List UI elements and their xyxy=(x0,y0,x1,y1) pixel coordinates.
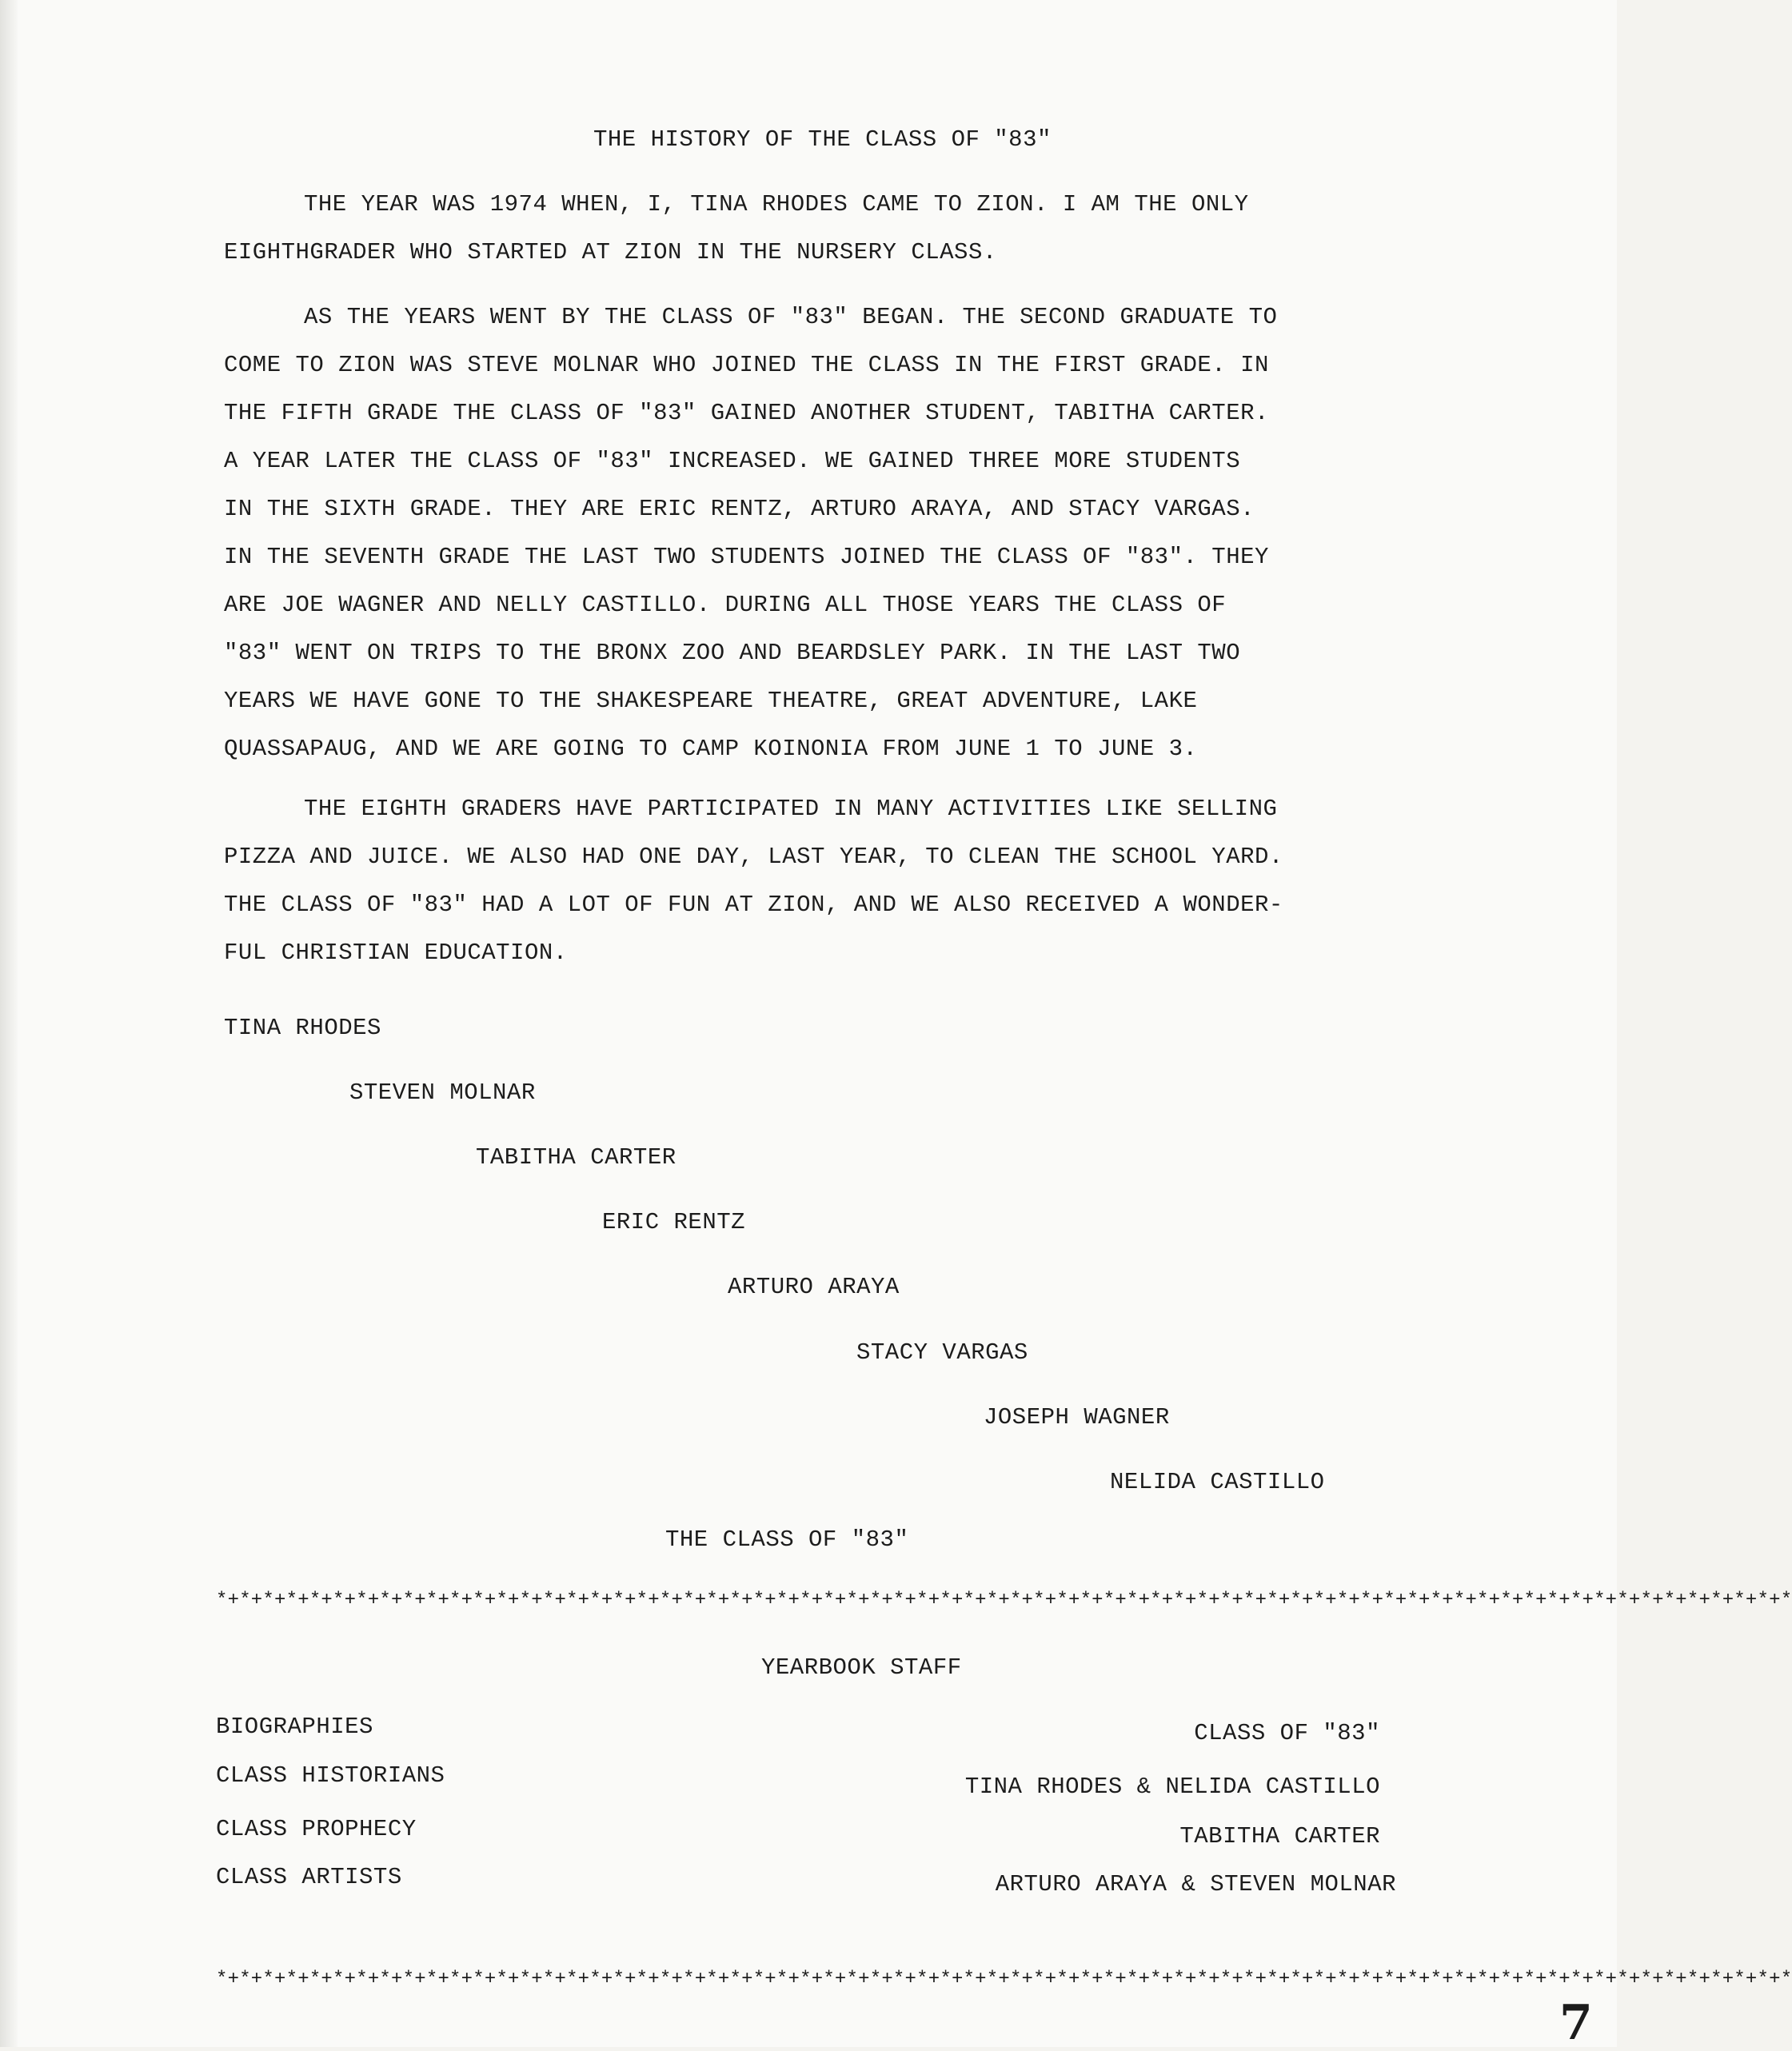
paragraph-line: THE FIFTH GRADE THE CLASS OF "83" GAINED ANOTHER STUDENT, TABITHA CARTER. xyxy=(224,400,1269,426)
paragraph-line: FUL CHRISTIAN EDUCATION. xyxy=(224,940,568,966)
paragraph-line: THE YEAR WAS 1974 WHEN, I, TINA RHODES CAME TO ZION. I AM THE ONLY xyxy=(304,191,1249,217)
paragraph-line: ARE JOE WAGNER AND NELLY CASTILLO. DURING ALL THOSE YEARS THE CLASS OF xyxy=(224,592,1227,618)
yearbook-staff-heading: YEARBOOK STAFF xyxy=(761,1654,962,1681)
staff-role: CLASS ARTISTS xyxy=(216,1864,402,1890)
class-signoff: THE CLASS OF "83" xyxy=(665,1526,909,1553)
staff-member: ARTURO ARAYA & STEVEN MOLNAR xyxy=(995,1871,1396,1897)
paragraph-line: AS THE YEARS WENT BY THE CLASS OF "83" BEGAN. THE SECOND GRADUATE TO xyxy=(304,304,1278,330)
signature-name: NELIDA CASTILLO xyxy=(1110,1469,1325,1495)
star-divider: *+*+*+*+*+*+*+*+*+*+*+*+*+*+*+*+*+*+*+*+*+*+*+*+*+*+*+*+*+*+*+*+*+*+*+*+*+*+*+*+*+*+*+*+*+*+*+*+*+*+*+*+*+*+*+*+*+*+*+*+*+*+*+*+*+*+*+* xyxy=(216,1590,1792,1611)
staff-role: CLASS HISTORIANS xyxy=(216,1762,445,1789)
paragraph-line: IN THE SIXTH GRADE. THEY ARE ERIC RENTZ, ARTURO ARAYA, AND STACY VARGAS. xyxy=(224,496,1255,522)
paragraph-line: PIZZA AND JUICE. WE ALSO HAD ONE DAY, LAST YEAR, TO CLEAN THE SCHOOL YARD. xyxy=(224,844,1283,870)
paragraph-line: "83" WENT ON TRIPS TO THE BRONX ZOO AND BEARDSLEY PARK. IN THE LAST TWO xyxy=(224,640,1241,666)
staff-role: BIOGRAPHIES xyxy=(216,1714,373,1740)
paragraph-3 xyxy=(224,785,1407,977)
signature-name: STACY VARGAS xyxy=(856,1339,1028,1366)
paragraph-line: THE CLASS OF "83" HAD A LOT OF FUN AT ZION, AND WE ALSO RECEIVED A WONDER- xyxy=(224,892,1283,918)
paragraph-line: QUASSAPAUG, AND WE ARE GOING TO CAMP KOINONIA FROM JUNE 1 TO JUNE 3. xyxy=(224,736,1198,762)
signature-name: TABITHA CARTER xyxy=(476,1144,676,1171)
paragraph-line: A YEAR LATER THE CLASS OF "83" INCREASED. WE GAINED THREE MORE STUDENTS xyxy=(224,448,1241,474)
paragraph-line: THE EIGHTH GRADERS HAVE PARTICIPATED IN MANY ACTIVITIES LIKE SELLING xyxy=(304,796,1278,822)
staff-role: CLASS PROPHECY xyxy=(216,1816,417,1842)
page-edge-shadow xyxy=(0,0,18,2047)
staff-member: TINA RHODES & NELIDA CASTILLO xyxy=(964,1774,1380,1800)
paragraph-2 xyxy=(224,293,1407,773)
paragraph-1 xyxy=(224,181,1407,277)
signature-name: ERIC RENTZ xyxy=(602,1209,746,1235)
signature-name: ARTURO ARAYA xyxy=(728,1274,900,1300)
signature-name: TINA RHODES xyxy=(224,1015,381,1041)
paragraph-line: IN THE SEVENTH GRADE THE LAST TWO STUDENTS JOINED THE CLASS OF "83". THEY xyxy=(224,544,1269,570)
page-title: THE HISTORY OF THE CLASS OF "83" xyxy=(593,126,1052,153)
paragraph-line: EIGHTHGRADER WHO STARTED AT ZION IN THE NURSERY CLASS. xyxy=(224,239,997,265)
signature-name: JOSEPH WAGNER xyxy=(984,1404,1170,1431)
signature-name: STEVEN MOLNAR xyxy=(349,1079,536,1106)
page-number: 7 xyxy=(1559,1995,1593,2051)
staff-member: CLASS OF "83" xyxy=(1194,1720,1380,1746)
star-divider: *+*+*+*+*+*+*+*+*+*+*+*+*+*+*+*+*+*+*+*+*+*+*+*+*+*+*+*+*+*+*+*+*+*+*+*+*+*+*+*+*+*+*+*+*+*+*+*+*+*+*+*+*+*+*+*+*+*+*+*+*+*+*+*+*+*+*+* xyxy=(216,1969,1792,1990)
paragraph-line: COME TO ZION WAS STEVE MOLNAR WHO JOINED THE CLASS IN THE FIRST GRADE. IN xyxy=(224,352,1269,378)
paragraph-line: YEARS WE HAVE GONE TO THE SHAKESPEARE THEATRE, GREAT ADVENTURE, LAKE xyxy=(224,688,1198,714)
staff-member: TABITHA CARTER xyxy=(1179,1823,1380,1849)
